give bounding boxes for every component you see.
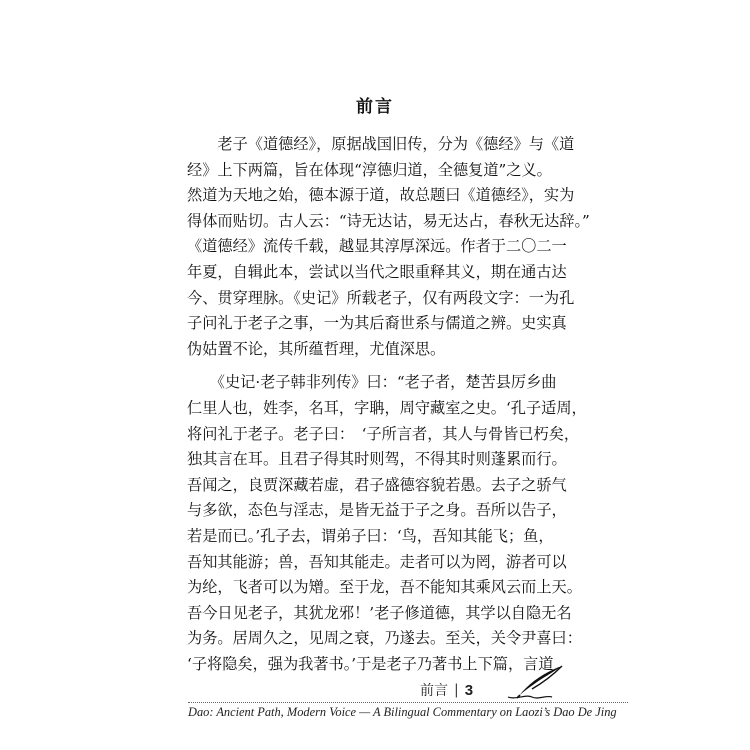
text-line: 吾知其能游；兽，吾知其能走。走者可以为罔，游者可以 [187,552,567,571]
text-line: 吾今日见老子，其犹龙邪！’老子修道德，其学以自隐无名 [187,603,572,622]
running-head-separator: | [454,682,459,698]
text-line: 年夏，自辑此本，尝试以当代之眼重释其义，期在通古达 [187,262,567,281]
page-title: 前言 [356,97,394,117]
text-segment: ‘子所言者，其人与骨皆已朽矣， [346,424,580,443]
text-line: 吾闻之，良贾深藏若虚，君子盛德容貌若愚。去子之骄气 [187,475,567,494]
text-line: 经》上下两篇，旨在体现“淳德归道，全德复道”之义。 [187,160,552,179]
text-line: 为纶，飞者可以为矰。至于龙，吾不能知其乘风云而上天。 [187,578,582,597]
text-line: 《道德经》流传千载，越显其淳厚深远。作者于二〇二一 [187,237,567,256]
text-line: 得体而贴切。古人云：“诗无达诂，易无达占，春秋无达辞。” [187,211,590,230]
book-subtitle: Dao: Ancient Path, Modern Voice — A Bilingual Commentary on Laozi’s Dao De Jing [188,705,617,719]
text-line: 独其言在耳。且君子得其时则驾，不得其时则蓬累而行。 [187,450,567,469]
running-head-title: 前言 [420,683,448,699]
text-line: 《史记·老子韩非列传》曰：“老子者，楚苦县厉乡曲 [187,373,557,392]
page-number: 3 [464,681,474,699]
text-line: 为务。居周久之，见周之衰，乃遂去。至关，关令尹喜曰： [187,629,582,648]
footer-divider [188,702,628,703]
text-line: 子问礼于老子之事，一为其后裔世系与儒道之辨。史实真 [187,314,567,333]
text-line: 今、贯穿理脉。《史记》所载老子，仅有两段文字：一为孔 [187,288,575,307]
quill-pen-icon [506,664,564,700]
text-line: 与多欲，态色与淫志，是皆无益于子之身。吾所以告子， [187,501,567,520]
text-line: 然道为天地之始，德本源于道，故总题曰《道德经》，实为 [187,186,575,205]
text-line: 仁里人也，姓李，名耳，字聃，周守藏室之史。‘孔子适周， [187,398,587,417]
text-line: 老子《道德经》，原据战国旧传，分为《德经》与《道 [187,135,575,153]
text-line: 若是而已。’孔子去，谓弟子曰：‘鸟，吾知其能飞；鱼， [187,526,554,545]
text-line: 伪姑置不论，其所蕴哲理，尤值深思。 [187,339,446,358]
text-segment: 将问礼于老子。老子曰： [187,424,347,443]
running-head [420,680,473,700]
text-line: ‘子将隐矣，强为我著书。’于是老子乃著书上下篇，言道 [187,654,554,673]
